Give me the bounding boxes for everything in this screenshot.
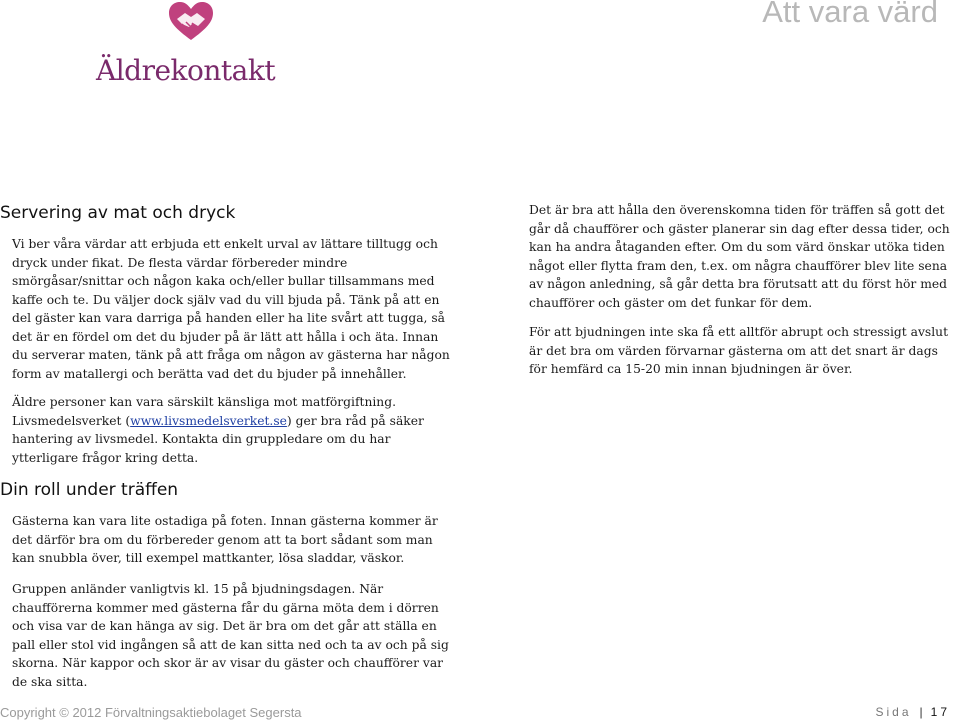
paragraph-servering-1: Vi ber våra värdar att erbjuda ett enkelt urval av lättare tilltugg och dryck under fikat. De flesta värdar förbereder mindre smörgåsar/snittar och någon kaka och/eller bullar tillsammans med kaffe och te. Du väljer dock själv vad du vill bjuda på. Tänk på att en del gäster kan vara darriga på handen eller ha lite svårt att tugga, så det är en fördel om det du bjuder på är lätt att hålla i och äta. Innan du serverar maten, tänk på att fråga om någon av gästerna har någon form av matallergi och berätta vad det du bjuder på innehåller. <box>12 237 450 381</box>
livsmedelsverket-link[interactable]: www.livsmedelsverket.se <box>130 413 287 428</box>
page-title: Att vara värd <box>762 0 938 29</box>
heart-handshake-icon <box>168 2 214 42</box>
divider: | <box>919 705 923 719</box>
paragraph-servering-2 <box>12 393 452 467</box>
paragraph-roll-1: Gästerna kan vara lite ostadiga på foten. Innan gästerna kommer är det därför bra om du förbereder genom att ta bort sådant som man kan snubbla över, till exempel mattkanter, lösa sladdar, väskor. <box>12 514 438 565</box>
page-indicator <box>875 705 950 719</box>
paragraph-right-1: Det är bra att hålla den överenskomna tiden för träffen så gott det går då chaufförer och gäster planerar sin dag efter dessa tider, och kan ha andra åtaganden efter. Om du som värd önskar utöka tiden något eller flytta fram den, t.ex. om några chaufförer blev lite sena av någon anledning, så går detta bra förutsatt att du först hör med chaufförer och gäster om det funkar för dem. <box>529 203 950 310</box>
logo <box>96 2 296 92</box>
heading-din-roll: Din roll under träffen <box>0 480 179 500</box>
heading-servering: Servering av mat och dryck <box>0 203 236 223</box>
paragraph-roll-2: Gruppen anländer vanligtvis kl. 15 på bjudningsdagen. När chaufförerna kommer med gästerna får du gärna möta dem i dörren och visa var de kan hänga av sig. Det är bra om det går att ställa en pall eller stol vid ingången så att de kan sitta ned och ta av och på sig skorna. När kappor och skor är av visar du gäster och chaufförer var de ska sitta. <box>12 582 449 689</box>
paragraph-text: ) ger bra råd på säker hantering av livsmedel. Kontakta din gruppledare om du har ytterligare frågor kring detta. <box>12 413 424 465</box>
paragraph-text: Äldre personer kan vara särskilt känsliga mot matförgiftning. Livsmedelsverket ( <box>12 395 397 428</box>
page-label: Sida <box>875 705 912 719</box>
copyright-text: Copyright © 2012 Förvaltningsaktiebolaget Segersta <box>0 705 302 720</box>
page-number: 17 <box>930 705 950 719</box>
logo-wordmark: Äldrekontakt <box>96 54 276 87</box>
paragraph-right-2: För att bjudningen inte ska få ett alltför abrupt och stressigt avslut är det bra om värden förvarnar gästerna om att det snart är dags för hemfärd ca 15-20 min innan bjudningen är över. <box>529 325 949 376</box>
